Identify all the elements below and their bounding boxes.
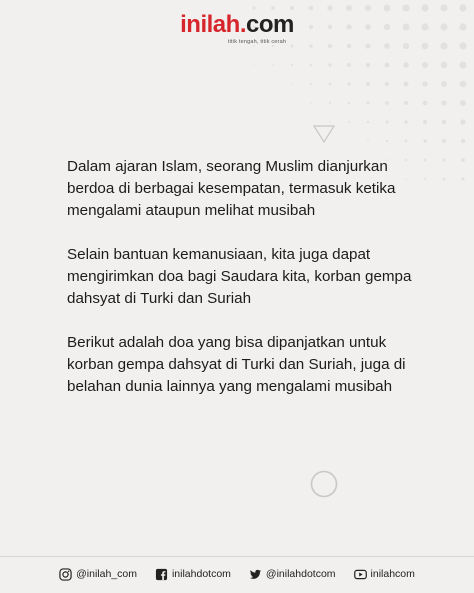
- halftone-dot: [329, 102, 331, 104]
- halftone-dot: [365, 5, 371, 11]
- halftone-dot: [329, 121, 330, 122]
- halftone-dot: [385, 101, 389, 105]
- halftone-dot: [442, 139, 446, 143]
- social-youtube[interactable]: [354, 568, 415, 581]
- halftone-dot: [347, 82, 350, 85]
- halftone-dot: [271, 6, 275, 10]
- halftone-dot: [366, 101, 369, 104]
- halftone-dot: [367, 140, 369, 142]
- halftone-dot: [327, 5, 332, 10]
- halftone-dot: [386, 140, 388, 142]
- halftone-dot: [309, 6, 314, 11]
- halftone-dot: [422, 81, 427, 86]
- halftone-dot: [441, 100, 446, 105]
- halftone-dot: [461, 158, 465, 162]
- halftone-dot: [385, 82, 389, 86]
- logo-text-suffix: com: [245, 11, 294, 38]
- halftone-dot: [290, 6, 294, 10]
- halftone-dot: [459, 61, 466, 68]
- halftone-dot: [423, 120, 427, 124]
- halftone-dot: [348, 121, 350, 123]
- halftone-dot: [421, 4, 428, 11]
- youtube-icon: [354, 568, 367, 581]
- facebook-handle: inilahdotcom: [171, 568, 231, 580]
- halftone-dot: [272, 45, 274, 47]
- halftone-dot: [460, 100, 466, 106]
- article-text: [67, 156, 417, 420]
- halftone-dot: [253, 64, 254, 65]
- halftone-dot: [424, 159, 427, 162]
- halftone-dot: [404, 120, 408, 124]
- logo-tagline: titik tengah, titik cerah: [227, 39, 287, 45]
- logo-wordmark: [180, 12, 294, 38]
- halftone-dot: [329, 83, 332, 86]
- halftone-dot: [461, 139, 466, 144]
- halftone-dot: [367, 121, 369, 123]
- halftone-dot: [423, 101, 428, 106]
- halftone-dot: [404, 101, 408, 105]
- halftone-dot: [252, 6, 255, 9]
- halftone-dot: [384, 62, 389, 67]
- halftone-dot: [272, 64, 274, 66]
- instagram-icon: [59, 568, 72, 581]
- triangle-decoration-icon: [312, 124, 336, 144]
- social-instagram[interactable]: [59, 568, 137, 581]
- halftone-dot: [291, 83, 293, 85]
- halftone-dot: [461, 177, 464, 180]
- halftone-dot: [424, 178, 426, 180]
- halftone-dot: [440, 4, 447, 11]
- halftone-dot: [405, 140, 408, 143]
- halftone-dot: [422, 62, 428, 68]
- halftone-dot: [348, 102, 351, 105]
- instagram-handle: @inilah_com: [76, 568, 137, 580]
- halftone-dot: [441, 62, 448, 69]
- halftone-dot: [310, 102, 312, 104]
- social-footer: [0, 566, 474, 582]
- facebook-icon: [155, 568, 168, 581]
- halftone-dot: [442, 120, 447, 125]
- halftone-dot: [385, 120, 388, 123]
- footer-divider: [0, 556, 474, 557]
- halftone-dot: [403, 62, 409, 68]
- paragraph-prayer: Berikut adalah doa yang bisa dipanjatkan untuk korban gempa dahsyat di Turki dan Suriah, juga di belahan dunia lainnya yang mengalami musibah: [67, 334, 406, 395]
- twitter-icon: [249, 568, 262, 581]
- halftone-dot: [402, 4, 409, 11]
- halftone-dot: [366, 63, 370, 67]
- halftone-dot: [423, 139, 426, 142]
- halftone-dot: [310, 83, 312, 85]
- social-facebook[interactable]: [155, 568, 231, 581]
- paragraph-intro: Dalam ajaran Islam, seorang Muslim dianjurkan berdoa di berbagai kesempatan, termasuk ketika mengalami ataupun melihat musibah: [67, 158, 396, 219]
- halftone-dot: [442, 158, 445, 161]
- halftone-dot: [460, 119, 465, 124]
- halftone-dot: [460, 81, 467, 88]
- halftone-dot: [459, 4, 466, 11]
- social-twitter[interactable]: [249, 568, 336, 581]
- twitter-handle: @inilahdotcom: [265, 568, 336, 580]
- halftone-dot: [310, 64, 313, 67]
- halftone-dot: [253, 45, 255, 47]
- logo-dot: .: [239, 11, 246, 38]
- halftone-dot: [441, 81, 447, 87]
- logo-text-main: inilah: [180, 11, 240, 38]
- halftone-dot: [366, 82, 370, 86]
- halftone-dot: [347, 63, 351, 67]
- halftone-dot: [348, 140, 349, 141]
- circle-decoration-icon: [309, 469, 339, 499]
- halftone-dot: [328, 63, 331, 66]
- brand-logo: [0, 12, 474, 45]
- paragraph-aid: Selain bantuan kemanusiaan, kita juga dapat mengirimkan doa bagi Saudara kita, korban gempa dahsyat di Turki dan Suriah: [67, 246, 412, 307]
- halftone-dot: [383, 4, 390, 11]
- halftone-dot: [346, 5, 352, 11]
- youtube-handle: inilahcom: [370, 568, 415, 580]
- halftone-dot: [443, 178, 446, 181]
- halftone-dot: [404, 82, 409, 87]
- halftone-dot: [291, 64, 293, 66]
